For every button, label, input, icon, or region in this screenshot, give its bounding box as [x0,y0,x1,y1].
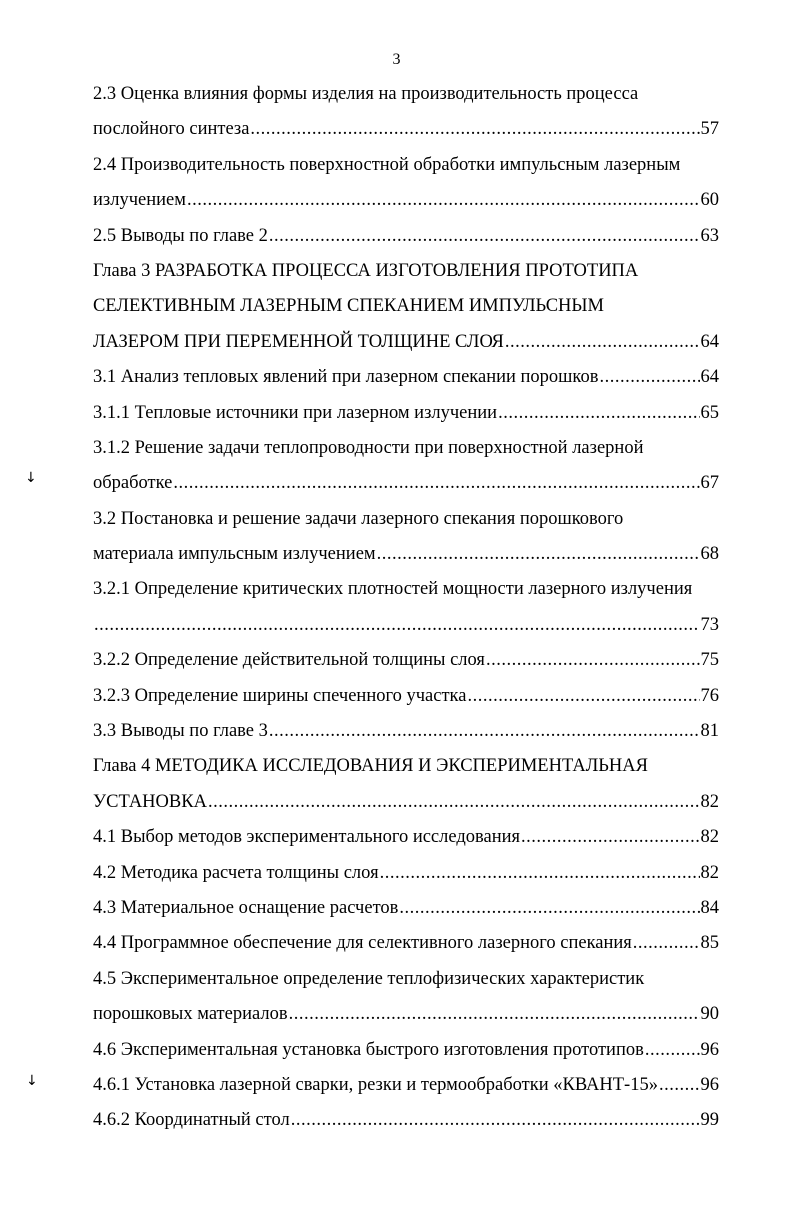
margin-mark: ↓ [26,1073,38,1089]
toc-entry-title: 4.1 Выбор методов экспериментального исследования [93,827,521,848]
toc-entry-title: излучением [93,190,186,211]
toc-entry-title: 4.6 Экспериментальная установка быстрого изготовления прототипов [93,1039,644,1060]
toc-leader-dots [399,891,699,926]
page-number: 3 [392,51,401,68]
toc-entry[interactable] [93,1068,719,1103]
toc-leader-dots [659,1068,700,1103]
toc-entry[interactable] [93,112,719,147]
toc-leader-dots [208,785,700,820]
toc-leader-dots [467,679,699,714]
toc-leader-dots [486,643,700,678]
toc-entry-title: обработке [93,473,173,494]
toc-leader-dots [289,997,700,1032]
toc-entry-title: 4.6.2 Координатный стол [93,1110,290,1131]
toc-page-number: 76 [700,685,719,706]
toc-leader-dots [269,714,700,749]
toc-leader-dots [250,112,699,147]
toc-page-number: 96 [700,1074,719,1095]
toc-entry-title: 3.1.1 Тепловые источники при лазерном излучении [93,402,498,423]
toc-leader-dots [599,360,699,395]
toc-entry[interactable] [93,785,719,820]
toc-entry-title: 3.2.2 Определение действительной толщины слоя [93,650,485,671]
toc-entry-line: Глава 4 МЕТОДИКА ИССЛЕДОВАНИЯ И ЭКСПЕРИМЕНТАЛЬНАЯ [93,756,648,777]
toc-entry[interactable] [93,856,719,891]
toc-page-number: 73 [700,614,719,635]
toc-page-number: 64 [700,331,719,352]
toc-entry[interactable] [93,360,719,395]
toc-entry[interactable] [93,643,719,678]
toc-entry-title: порошковых материалов [93,1004,288,1025]
toc-leader-dots [633,926,700,961]
toc-page-number: 75 [700,650,719,671]
toc-entry-title: 3.1 Анализ тепловых явлений при лазерном спекании порошков [93,367,599,388]
toc-entry[interactable] [93,608,719,643]
toc-leader-dots [291,1103,700,1138]
toc-entry-title: ЛАЗЕРОМ ПРИ ПЕРЕМЕННОЙ ТОЛЩИНЕ СЛОЯ [93,331,504,352]
toc-entry-title: 4.2 Методика расчета толщины слоя [93,862,379,883]
toc-leader-dots [377,537,700,572]
table-of-contents [93,77,719,1139]
toc-page-number: 85 [700,933,719,954]
toc-entry[interactable] [93,679,719,714]
toc-leader-dots [645,1033,700,1068]
toc-page-number: 84 [700,897,719,918]
toc-entry-line: 2.4 Производительность поверхностной обработки импульсным лазерным [93,154,681,175]
toc-entry-title: 4.3 Материальное оснащение расчетов [93,897,399,918]
toc-page-number: 81 [700,721,719,742]
margin-mark: ↓ [25,470,37,486]
toc-page-number: 68 [700,544,719,565]
toc-entry-title: 3.3 Выводы по главе 3 [93,721,268,742]
toc-entry-line: 3.1.2 Решение задачи теплопроводности при поверхностной лазерной [93,437,644,458]
toc-entry[interactable] [93,891,719,926]
toc-entry-title: послойного синтеза [93,119,250,140]
toc-leader-dots [521,820,699,855]
toc-entry[interactable] [93,714,719,749]
toc-entry[interactable] [93,183,719,218]
toc-page-number: 65 [700,402,719,423]
toc-entry[interactable] [93,325,719,360]
toc-page-number: 60 [700,190,719,211]
toc-entry-line: СЕЛЕКТИВНЫМ ЛАЗЕРНЫМ СПЕКАНИЕМ ИМПУЛЬСНЫМ [93,296,604,317]
toc-leader-dots [380,856,700,891]
toc-page-number: 82 [700,827,719,848]
toc-entry[interactable] [93,997,719,1032]
toc-entry-title: 3.2.3 Определение ширины спеченного участка [93,685,467,706]
toc-entry-title: 4.6.1 Установка лазерной сварки, резки и термообработки «КВАНТ-15» [93,1074,658,1095]
toc-entry-title: УСТАНОВКА [93,791,207,812]
toc-leader-dots [94,608,700,643]
toc-entry-title: материала импульсным излучением [93,544,376,565]
toc-entry[interactable] [93,396,719,431]
toc-page-number: 82 [700,791,719,812]
toc-entry-line: 2.3 Оценка влияния формы изделия на производительность процесса [93,84,639,104]
toc-entry-line: 4.5 Экспериментальное определение теплофизических характеристик [93,968,645,989]
toc-page-number: 67 [700,473,719,494]
toc-page-number: 82 [700,862,719,883]
toc-entry[interactable] [93,537,719,572]
toc-entry-title: 4.4 Программное обеспечение для селективного лазерного спекания [93,933,632,954]
toc-entry[interactable] [93,926,719,961]
toc-entry[interactable] [93,1033,719,1068]
toc-entry-line: Глава 3 РАЗРАБОТКА ПРОЦЕССА ИЗГОТОВЛЕНИЯ ПРОТОТИПА [93,260,639,281]
toc-entry[interactable] [93,219,719,254]
toc-page-number: 99 [700,1110,719,1131]
toc-leader-dots [173,466,699,501]
toc-page-number: 64 [700,367,719,388]
toc-leader-dots [187,183,700,218]
toc-leader-dots [269,219,700,254]
toc-entry-line: 3.2.1 Определение критических плотностей мощности лазерного излучения [93,579,693,600]
toc-entry-line: 3.2 Постановка и решение задачи лазерного спекания порошкового [93,508,624,529]
toc-page-number: 90 [700,1004,719,1025]
toc-page-number: 57 [700,119,719,140]
toc-leader-dots [498,396,699,431]
toc-entry[interactable] [93,466,719,501]
toc-page-number: 96 [700,1039,719,1060]
toc-entry[interactable] [93,1103,719,1138]
toc-leader-dots [505,325,700,360]
toc-entry-title: 2.5 Выводы по главе 2 [93,225,268,246]
toc-entry[interactable] [93,820,719,855]
toc-page-number: 63 [700,225,719,246]
